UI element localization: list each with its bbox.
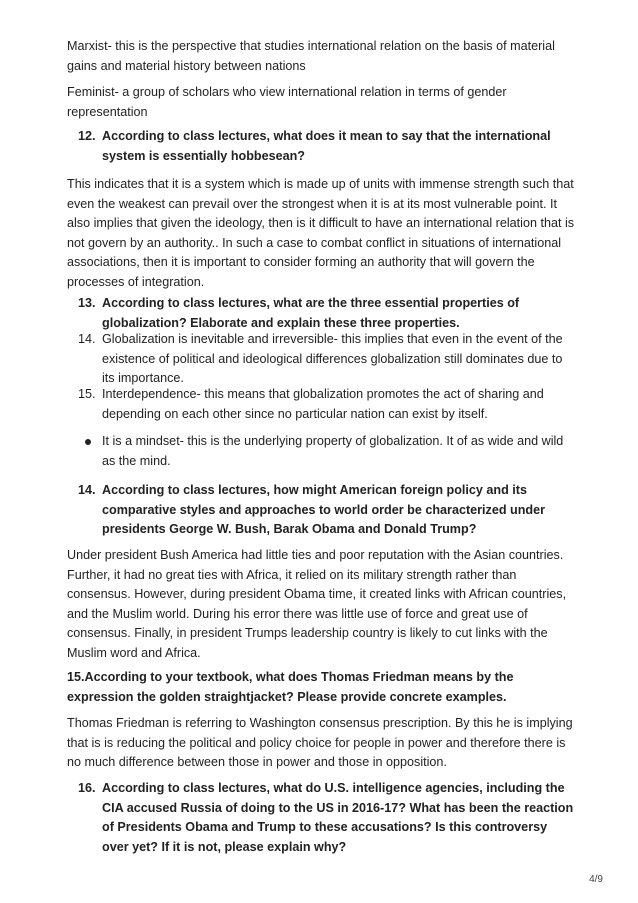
bullet-item-text: It is a mindset- this is the underlying property of globalization. It of as wide and wild as the mind. [102,434,564,468]
question-16-number: 16. [78,781,96,795]
question-15: 15.According to your textbook, what does Thomas Friedman means by the expression the golden straightjacket? Please provide concrete examples. [67,670,514,704]
question-13-text: According to class lectures, what are the three essential properties of globalization? Elaborate and explain these three properties. [102,296,520,330]
question-14 [78,481,577,540]
question-16 [78,779,577,857]
list-item-15 [78,385,577,424]
bullet-dot-icon [85,439,91,445]
paragraph-hobbesean-answer: This indicates that it is a system which is made up of units with immense strength such that even the weakest can prevail over the strongest when it is at its most vulnerable point. It also implies that given the ideology, then is it difficult to have an international relation that is not govern by an authority.. In such a case to combat conflict in situations of international associations, then it is important to consider forming an authority that will govern the processes of integration. [67,177,575,289]
paragraph-friedman-answer: Thomas Friedman is referring to Washington consensus prescription. By this he is implying that is is reducing the political and policy choice for people in power and therefore there is no much difference between those in power and those in opposition. [67,716,573,770]
list-item-14 [78,330,577,389]
list-item-14-number: 14. [78,332,96,346]
question-13-number: 13. [78,296,96,310]
question-13 [78,294,577,333]
question-14-text: According to class lectures, how might American foreign policy and its comparative styles and approaches to world order be characterized under presidents George W. Bush, Barak Obama and Donald Trump? [102,483,546,537]
list-item-14-text: Globalization is inevitable and irreversible- this implies that even in the event of the existence of political and ideological differences globalization still dominates due to its importance. [102,332,563,386]
question-12-number: 12. [78,129,96,143]
question-16-text: According to class lectures, what do U.S. intelligence agencies, including the CIA accused Russia of doing to the US in 2016-17? What has been the reaction of Presidents Obama and Trump to these accusations? Is this controversy over yet? If it is not, please explain why? [102,781,574,854]
list-item-15-text: Interdependence- this means that globalization promotes the act of sharing and depending on each other since no particular nation can exist by itself. [102,387,544,421]
paragraph-feminist: Feminist- a group of scholars who view international relation in terms of gender representation [67,85,507,119]
page-number: 4/9 [589,874,603,885]
question-12-text: According to class lectures, what does it mean to say that the international system is essentially hobbesean? [102,129,551,163]
bullet-item-mindset [102,432,577,471]
paragraph-marxist: Marxist- this is the perspective that studies international relation on the basis of material gains and material history between nations [67,39,555,73]
list-item-15-number: 15. [78,387,96,401]
question-12 [78,127,577,166]
paragraph-presidents-answer: Under president Bush America had little ties and poor reputation with the Asian countries. Further, it had no great ties with Africa, it relied on its military strength rather than consensus. However, during president Obama time, it created links with African countries, and the Muslim world. During his error there was little use of force and great use of consensus. Finally, in president Trumps leadership country is likely to cut links with the Muslim word and Africa. [67,548,567,660]
question-14-number: 14. [78,483,96,497]
